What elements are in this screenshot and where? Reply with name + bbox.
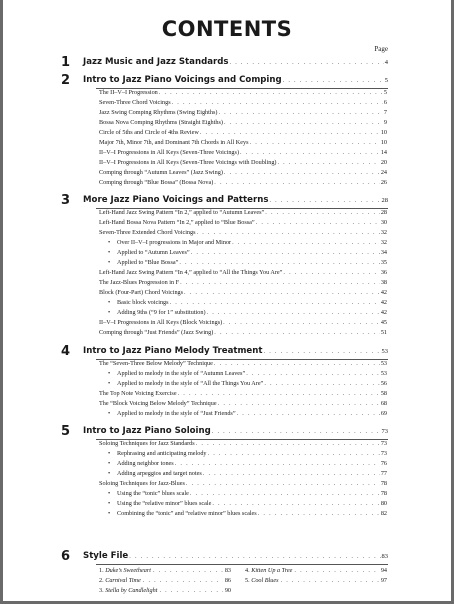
leader-dots [224,169,380,176]
entry-page: 42 [380,289,387,296]
toc-subentry[interactable] [108,460,387,470]
song-title: Carnival Time [105,577,141,584]
entry-page: 53 [380,370,387,377]
toc-entry[interactable] [99,179,387,189]
leader-dots [190,490,380,497]
leader-dots [218,400,380,407]
page-border-left [0,0,3,604]
toc-entry[interactable] [99,360,387,370]
chapter-number: 3 [61,193,71,208]
chapter-page: 83 [381,553,388,560]
entry-title: Combining the “tonic” and “relative minor” blues scales [117,510,257,517]
entry-title: The “Block Voicing Below Melody” Technique [99,400,217,407]
song-page: 90 [224,587,231,594]
entry-title: Applied to melody in the style of “All the Things You Are” [117,380,264,387]
bullet-icon: • [108,490,111,497]
song-title: Stella by Candlelight [105,587,158,594]
song-entry[interactable] [245,567,387,577]
entry-page: 77 [380,470,387,477]
page-title: CONTENTS [161,17,293,41]
toc-subentry[interactable] [108,299,387,309]
toc-entry[interactable] [99,119,387,129]
entry-title: Soloing Techniques for Jazz-Blues [99,480,185,487]
toc-subentry[interactable] [108,510,387,520]
toc-subentry[interactable] [108,259,387,269]
song-number: 2. [99,577,104,584]
entry-page: 73 [380,450,387,457]
leader-dots [180,279,380,286]
bullet-icon: • [108,249,111,256]
leader-dots [129,553,380,560]
entry-page: 30 [380,219,387,226]
entry-title: The “Seven-Three Below Melody” Technique [99,360,213,367]
leader-dots [208,450,380,457]
chapter-page: 5 [384,77,388,84]
leader-dots [224,119,383,126]
song-page: 97 [380,577,387,584]
entry-page: 10 [380,139,387,146]
leader-dots [283,77,384,84]
entry-page: 20 [380,159,387,166]
leader-dots [265,209,380,216]
bullet-icon: • [108,380,111,387]
leader-dots [212,428,381,435]
toc-entry[interactable] [99,139,387,149]
leader-dots [264,380,380,387]
entry-page: 78 [380,490,387,497]
song-page: 94 [380,567,387,574]
bullet-icon: • [108,239,111,246]
entry-page: 78 [380,480,387,487]
toc-entry[interactable] [99,400,387,410]
toc-entry[interactable] [99,99,387,109]
toc-subentry[interactable] [108,490,387,500]
leader-dots [214,179,380,186]
entry-page: 42 [380,299,387,306]
entry-title: Basic block voicings [117,299,169,306]
leader-dots [214,329,380,336]
entry-page: 10 [380,129,387,136]
chapter-title: Style File [83,551,129,561]
leader-dots [277,159,379,166]
chapter-number: 1 [61,55,71,70]
leader-dots [256,219,380,226]
toc-entry[interactable] [99,289,387,299]
bullet-icon: • [108,309,111,316]
chapter-number: 5 [61,424,71,439]
entry-title: Seven-Three Chord Voicings [99,99,171,106]
bullet-icon: • [108,450,111,457]
toc-entry[interactable] [99,440,387,450]
chapter-1[interactable] [63,57,388,71]
bullet-icon: • [108,460,111,467]
leader-dots [172,99,383,106]
song-number: 5. [245,577,250,584]
entry-title: Over II–V–I progressions in Major and Minor [117,239,232,246]
chapter-page: 73 [381,428,388,435]
song-title: Cool Blues [251,577,279,584]
chapter-divider [96,564,388,565]
song-entry[interactable] [99,587,231,597]
toc-entry[interactable] [99,390,387,400]
entry-page: 14 [380,149,387,156]
leader-dots [179,259,379,266]
toc-subentry[interactable] [108,249,387,259]
toc-entry[interactable] [99,319,387,329]
toc-subentry[interactable] [108,500,387,510]
leader-dots [196,440,380,447]
toc-entry[interactable] [99,209,387,219]
entry-page: 7 [383,109,387,116]
chapter-2[interactable] [63,75,388,89]
entry-page: 42 [380,309,387,316]
bullet-icon: • [108,500,111,507]
entry-page: 35 [380,259,387,266]
toc-subentry[interactable] [108,450,387,460]
entry-title: Bossa Nova Comping Rhythms (Straight Eighths) [99,119,223,126]
song-number: 1. [99,567,104,574]
entry-page: 53 [380,360,387,367]
leader-dots [197,229,380,236]
entry-title: II–V–I Progressions in All Keys (Seven-Three Voicings with Doubling) [99,159,277,166]
entry-title: Jazz Swing Comping Rhythms (Swing Eighths) [99,109,218,116]
chapter-4[interactable] [63,346,388,360]
page-column-header: Page [374,45,388,53]
toc-subentry[interactable] [108,239,387,249]
leader-dots [207,309,380,316]
leader-dots [250,139,380,146]
entry-page: 36 [380,269,387,276]
song-entry[interactable] [99,567,231,577]
leader-dots [184,289,380,296]
chapter-number: 4 [61,344,71,359]
style-file-songs [99,567,389,603]
leader-dots [175,460,380,467]
chapter-title: Intro to Jazz Piano Voicings and Comping [83,75,282,85]
toc-entry[interactable] [99,129,387,139]
entry-title: Using the “relative minor” blues scale [117,500,212,507]
entry-page: 73 [380,440,387,447]
entry-title: Comping through “Just Friends” (Jazz Swing) [99,329,214,336]
entry-page: 76 [380,460,387,467]
leader-dots [186,480,380,487]
leader-dots [223,319,380,326]
bullet-icon: • [108,299,111,306]
leader-dots [200,129,380,136]
chapter-title: Jazz Music and Jazz Standards [83,57,229,67]
entry-page: 82 [380,510,387,517]
entry-page: 32 [380,229,387,236]
leader-dots [170,299,380,306]
leader-dots [153,567,223,574]
toc-entry[interactable] [99,480,387,490]
chapter-number: 6 [61,549,71,564]
entry-page: 24 [380,169,387,176]
entry-title: Adding neighbor tones [117,460,174,467]
leader-dots [191,249,380,256]
toc-entry[interactable] [99,169,387,179]
chapter-page: 28 [381,197,388,204]
song-entry[interactable] [99,577,231,587]
song-page: 86 [224,577,231,584]
bullet-icon: • [108,410,111,417]
leader-dots [269,197,380,204]
entry-title: Using the “tonic” blues scale [117,490,189,497]
leader-dots [214,360,380,367]
entry-title: Left-Hand Jazz Swing Pattern “In 4,” applied to “All the Things You Are” [99,269,283,276]
leader-dots [212,500,379,507]
leader-dots [178,390,380,397]
bullet-icon: • [108,259,111,266]
leader-dots [294,567,378,574]
entry-title: Applied to melody in the style of “Autumn Leaves” [117,370,246,377]
toc-entry[interactable] [99,279,387,289]
bullet-icon: • [108,470,111,477]
entry-title: The Jazz-Blues Progression in F [99,279,180,286]
entry-page: 80 [380,500,387,507]
leader-dots [240,149,380,156]
song-number: 3. [99,587,104,594]
toc-subentry[interactable] [108,470,387,480]
entry-title: Rephrasing and anticipating melody [117,450,207,457]
leader-dots [258,510,380,517]
leader-dots [237,410,380,417]
entry-title: Block (Four-Part) Chord Voicings [99,289,184,296]
toc-entry[interactable] [99,159,387,169]
toc-entry[interactable] [99,329,387,339]
entry-title: Left-Hand Bossa Nova Pattern “In 2,” applied to “Blue Bossa” [99,219,255,226]
entry-title: Adding arpeggios and target notes [117,470,202,477]
entry-title: Left-Hand Jazz Swing Pattern “In 2,” applied to “Autumn Leaves” [99,209,265,216]
entry-title: Seven-Three Extended Chord Voicings [99,229,196,236]
chapter-page: 53 [381,348,388,355]
entry-page: 68 [380,400,387,407]
entry-page: 9 [383,119,387,126]
song-entry[interactable] [245,577,387,587]
leader-dots [159,587,222,594]
entry-title: Applied to “Autumn Leaves” [117,249,190,256]
leader-dots [264,348,381,355]
toc-subentry[interactable] [108,410,387,420]
song-title: Kitten Up a Tree [251,567,293,574]
toc-entry[interactable] [99,109,387,119]
leader-dots [230,59,384,66]
chapter-number: 2 [61,73,71,88]
entry-page: 58 [380,390,387,397]
song-title: Duke’s Sweetheart [105,567,151,574]
entry-title: Applied to melody in the style of “Just Friends” [117,410,236,417]
entry-title: Applied to “Blue Bossa” [117,259,179,266]
entry-page: 38 [380,279,387,286]
entry-title: Adding 9ths (“9 for 1” substitution) [117,309,206,316]
entry-page: 56 [380,380,387,387]
entry-title: II–V–I Progressions in All Keys (Block Voicings) [99,319,223,326]
entry-title: Major 7th, Minor 7th, and Dominant 7th Chords in All Keys [99,139,249,146]
entry-title: The II–V–I Progression [99,89,158,96]
song-page: 83 [224,567,231,574]
toc-entry[interactable] [99,219,387,229]
chapter-5[interactable] [63,426,388,440]
leader-dots [232,239,380,246]
chapter-title: More Jazz Piano Voicings and Patterns [83,195,269,205]
chapter-page: 4 [384,59,388,66]
leader-dots [281,577,379,584]
bullet-icon: • [108,370,111,377]
entry-title: The Top Note Voicing Exercise [99,390,177,397]
entry-page: 5 [383,89,387,96]
entry-page: 45 [380,319,387,326]
song-number: 4. [245,567,250,574]
leader-dots [159,89,383,96]
entry-page: 34 [380,249,387,256]
toc-entry[interactable] [99,149,387,159]
leader-dots [143,577,223,584]
entry-page: 69 [380,410,387,417]
entry-page: 6 [383,99,387,106]
entry-title: II–V–I Progressions in All Keys (Seven-Three Voicings) [99,149,239,156]
toc-entry[interactable] [99,89,387,99]
leader-dots [203,470,380,477]
entry-page: 26 [380,179,387,186]
entry-title: Circle of 5ths and Circle of 4ths Review [99,129,199,136]
entry-page: 28 [380,209,387,216]
chapter-title: Intro to Jazz Piano Melody Treatment [83,346,263,356]
chapter-title: Intro to Jazz Piano Soloing [83,426,211,436]
entry-page: 51 [380,329,387,336]
entry-title: Soloing Techniques for Jazz Standards [99,440,195,447]
leader-dots [218,109,382,116]
toc-subentry[interactable] [108,309,387,319]
leader-dots [283,269,379,276]
chapter-3[interactable] [63,195,388,209]
entry-title: Comping through “Autumn Leaves” (Jazz Swing) [99,169,223,176]
entry-page: 32 [380,239,387,246]
toc-entry[interactable] [99,229,387,239]
toc-entry[interactable] [99,269,387,279]
toc-subentry[interactable] [108,370,387,380]
chapter-6[interactable] [63,551,388,565]
toc-subentry[interactable] [108,380,387,390]
leader-dots [246,370,380,377]
entry-title: Comping through “Blue Bossa” (Bossa Nova) [99,179,214,186]
bullet-icon: • [108,510,111,517]
